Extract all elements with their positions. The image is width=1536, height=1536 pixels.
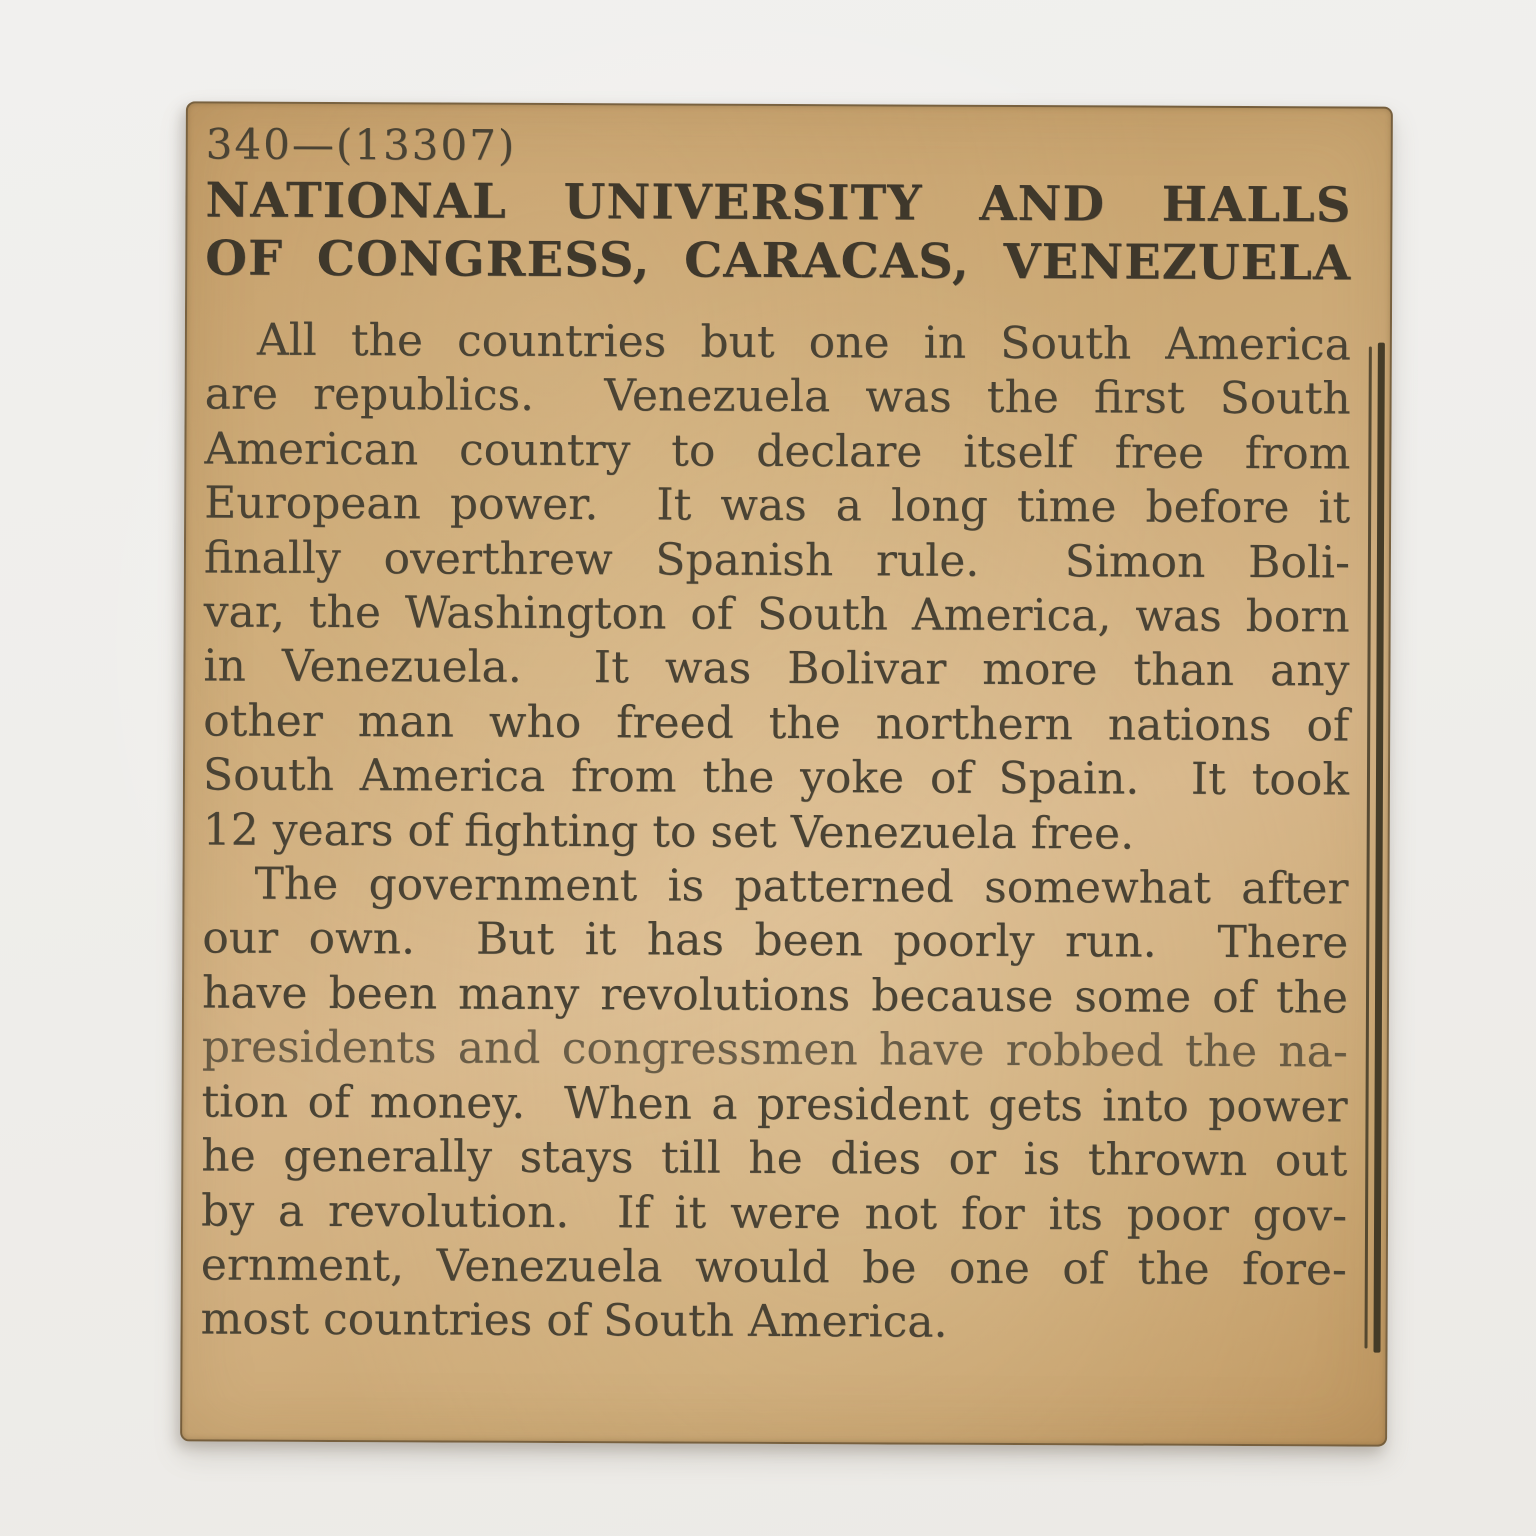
text-line: The government is patterned somewhat after bbox=[254, 858, 1349, 915]
text-line: tion of money. When a president gets into power bbox=[201, 1076, 1348, 1133]
text-line: South America from the yoke of Spain. It took bbox=[202, 749, 1350, 806]
text-line: most countries of South America. bbox=[200, 1293, 948, 1349]
index-card bbox=[180, 101, 1393, 1446]
column-rule-thick bbox=[1373, 343, 1384, 1353]
text-line: have been many revolutions because some of the bbox=[201, 967, 1349, 1024]
text-line: American country to declare itself free from bbox=[204, 423, 1351, 480]
text-line: our own. But it has been poorly run. There bbox=[202, 912, 1349, 969]
text-line: ernment, Venezuela would be one of the fore- bbox=[200, 1239, 1347, 1296]
text-line: by a revolution. If it were not for its poor gov- bbox=[200, 1184, 1348, 1241]
text-line: presidents and congressmen have robbed the na- bbox=[201, 1021, 1348, 1078]
text-line: All the countries but one in South America bbox=[256, 314, 1351, 371]
card-title-line-1: NATIONAL UNIVERSITY AND HALLS bbox=[205, 172, 1352, 234]
card-title-line-2: OF CONGRESS, CARACAS, VENEZUELA bbox=[205, 230, 1352, 292]
text-line: other man who freed the northern nations of bbox=[203, 695, 1350, 752]
catalog-number: 340—(13307) bbox=[205, 119, 517, 170]
text-line: finally overthrew Spanish rule. Simon Boli- bbox=[203, 532, 1351, 589]
text-line: are republics. Venezuela was the first South bbox=[204, 368, 1351, 425]
text-line: var, the Washington of South America, was born bbox=[203, 586, 1350, 643]
column-rule-thin bbox=[1364, 347, 1371, 1349]
card-content bbox=[200, 117, 1351, 1352]
text-line: 12 years of fighting to set Venezuela free. bbox=[202, 804, 1135, 860]
text-line: he generally stays till he dies or is thrown out bbox=[201, 1130, 1348, 1187]
paragraph-2 bbox=[200, 858, 1348, 1353]
text-line: European power. It was a long time before it bbox=[204, 477, 1351, 534]
text-line: in Venezuela. It was Bolivar more than any bbox=[203, 640, 1350, 697]
paragraph-1 bbox=[203, 313, 1351, 862]
